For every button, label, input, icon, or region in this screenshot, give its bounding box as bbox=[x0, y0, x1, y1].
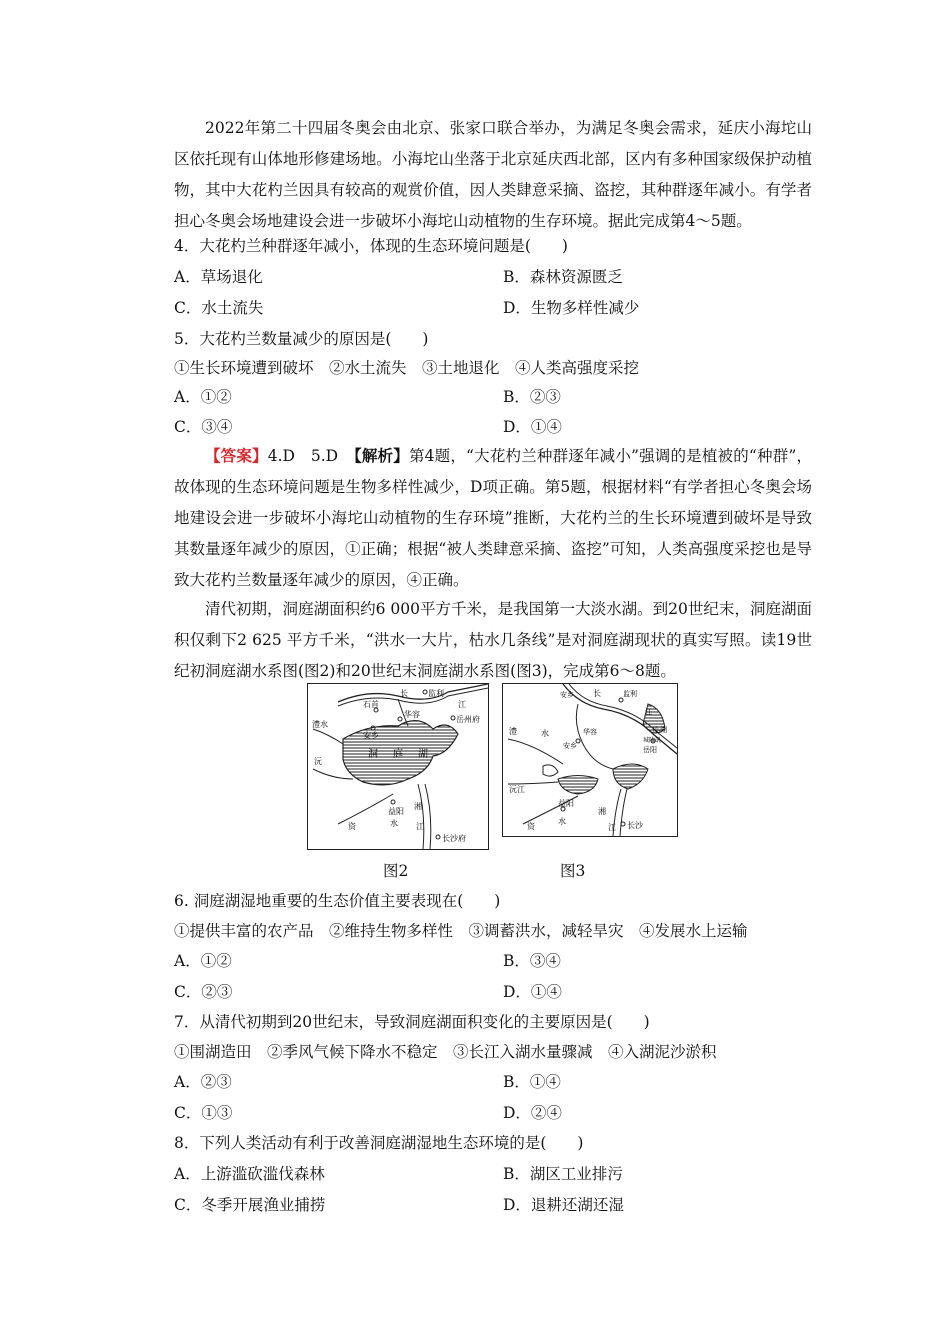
label-anxiang: 安乡 bbox=[563, 742, 577, 750]
label-jianli: 监利 bbox=[623, 690, 637, 698]
q7-option-c: C．①③ bbox=[174, 1104, 233, 1122]
question-4-stem: 4．大花杓兰种群逐年减小，体现的生态环境问题是( ) bbox=[174, 237, 568, 255]
label-shui: 水 bbox=[390, 819, 398, 828]
q4-option-d: D．生物多样性减少 bbox=[503, 299, 640, 317]
label-yuezhou: 岳州府 bbox=[456, 715, 480, 724]
q7-items: ①围湖造田 ②季风气候下降水不稳定 ③长江入湖水量骤减 ④入湖泥沙淤积 bbox=[174, 1043, 717, 1061]
figure-2-map bbox=[307, 683, 489, 850]
label-huarong: 华容 bbox=[404, 710, 420, 719]
label-shui: 水 bbox=[541, 729, 549, 738]
figure-3-map bbox=[502, 683, 678, 837]
q6-option-c: C．②③ bbox=[174, 983, 233, 1001]
q4-option-a: A．草场退化 bbox=[174, 268, 263, 286]
label-huarong: 华容 bbox=[583, 728, 597, 736]
analysis-tag: 【解析】 bbox=[353, 446, 409, 465]
label-zi: 资 bbox=[527, 822, 535, 831]
xiangjiang-river bbox=[418, 784, 424, 849]
label-xiang: 湘 bbox=[414, 802, 422, 811]
question-8-stem: 8．下列人类活动有利于改善洞庭湖湿地生态环境的是( ) bbox=[174, 1134, 584, 1152]
zishui-river bbox=[338, 794, 393, 824]
q4-option-c: C．水土流失 bbox=[174, 299, 264, 317]
label-yiyang: 益阳 bbox=[558, 799, 574, 808]
question-5-stem: 5．大花杓兰数量减少的原因是( ) bbox=[174, 330, 429, 348]
label-shishou: 石首 bbox=[363, 700, 379, 709]
south-dongting-lake bbox=[558, 776, 598, 795]
q7-option-b: B．①④ bbox=[503, 1073, 561, 1091]
label-chang: 长 bbox=[593, 689, 601, 698]
label-hu: 湖 bbox=[418, 749, 428, 760]
q5-option-a: A．①② bbox=[174, 388, 232, 406]
answer-paragraph bbox=[174, 440, 812, 596]
answer-text: 4.D 5.D bbox=[267, 447, 354, 465]
figure-2-svg bbox=[308, 684, 488, 849]
label-jiang: 江 bbox=[645, 708, 652, 716]
answer-tag: 【答案】 bbox=[205, 446, 268, 465]
analysis-text: 第4题，“大花杓兰种群逐年减小”强调的是植被的“种群”，故体现的生态环境问题是生物多样性减少，D项正确。第5题，根据材料“有学者担心冬奥会场地建设会进一步破坏小海坨山动植物的生存环境”推断，大花杓兰的生长环境遭到破坏是导致其数量逐年减少的原因，①正确；根据“被人类肆意采摘、盗挖”可知，人类高强度采挖也是导致大花杓兰数量逐年减少的原因，④正确。 bbox=[174, 447, 812, 589]
q4-option-b: B．森林资源匮乏 bbox=[503, 268, 623, 286]
label-changsha: 长沙 bbox=[627, 821, 643, 830]
question-7-stem: 7．从清代初期到20世纪末，导致洞庭湖面积变化的主要原因是( ) bbox=[174, 1013, 650, 1031]
label-yiyang: 益阳 bbox=[388, 807, 404, 816]
label-lishui: 澧水 bbox=[312, 720, 328, 729]
label-jiang2: 江 bbox=[608, 823, 616, 832]
label-linxiang: 临湘 bbox=[653, 726, 667, 734]
label-yueyang: 岳阳 bbox=[643, 746, 657, 754]
q5-option-c: C．③④ bbox=[174, 418, 233, 436]
q6-option-b: B．③④ bbox=[503, 952, 561, 970]
label-yuan: 沅 bbox=[314, 757, 322, 766]
q8-option-d: D．退耕还湖还湿 bbox=[503, 1196, 624, 1214]
q6-option-a: A．①② bbox=[174, 952, 232, 970]
yuanjiang-river bbox=[313, 769, 353, 779]
figure-3-svg bbox=[503, 684, 677, 836]
q5-items: ①生长环境遭到破坏 ②水土流失 ③土地退化 ④人类高强度采挖 bbox=[174, 359, 640, 377]
label-chang: 长 bbox=[400, 689, 408, 698]
q7-option-d: D．②④ bbox=[503, 1104, 562, 1122]
q8-option-a: A．上游滥砍滥伐森林 bbox=[174, 1165, 325, 1183]
q8-option-c: C．冬季开展渔业捕捞 bbox=[174, 1196, 326, 1214]
label-zi: 资 bbox=[348, 822, 356, 831]
q6-option-d: D．①④ bbox=[503, 983, 562, 1001]
question-6-stem: 6. 洞庭湖湿地重要的生态价值主要表现在( ) bbox=[174, 892, 501, 910]
label-jiang2: 江 bbox=[416, 822, 424, 831]
label-anxiang: 安乡 bbox=[363, 731, 379, 740]
label-ting: 庭 bbox=[393, 749, 403, 760]
label-changsha: 长沙府 bbox=[442, 834, 466, 843]
lishui-river bbox=[313, 729, 343, 744]
intro-paragraph-2: 清代初期，洞庭湖面积约6 000平方千米，是我国第一大淡水湖。到20世纪末，洞庭湖面积仅剩下2 625 平方千米，“洪水一大片，枯水几条线”是对洞庭湖现状的真实写照。读19世纪初洞庭湖水系图(图2)和20世纪末洞庭湖水系图(图3)，完成第6～8题。 bbox=[174, 600, 812, 680]
q5-option-b: B．②③ bbox=[503, 388, 561, 406]
label-li: 澧 bbox=[509, 727, 517, 736]
figure-2-caption: 图2 bbox=[383, 862, 409, 880]
yuanjiang-river bbox=[508, 782, 558, 784]
label-dong: 洞 bbox=[368, 749, 378, 760]
east-dongting-lake bbox=[613, 764, 648, 789]
q6-items: ①提供丰富的农产品 ②维持生物多样性 ③调蓄洪水，减轻旱灾 ④发展水上运输 bbox=[174, 922, 748, 940]
label-shui2: 水 bbox=[558, 817, 566, 826]
label-jiang: 江 bbox=[458, 700, 466, 709]
q5-option-d: D．①④ bbox=[503, 418, 562, 436]
label-jianli: 监利 bbox=[428, 689, 444, 698]
q8-option-b: B．湖区工业排污 bbox=[503, 1165, 623, 1183]
intro-paragraph-1: 2022年第二十四届冬奥会由北京、张家口联合举办，为满足冬奥会需求，延庆小海坨山区依托现有山体地形修建场地。小海坨山坐落于北京延庆西北部，区内有多种国家级保护动植物，其中大花杓兰因具有较高的观赏价值，因人类肆意采摘、盗挖，其种群逐年减小。有学者担心冬奥会场地建设会进一步破坏小海坨山动植物的生存环境。据此完成第4～5题。 bbox=[174, 119, 812, 230]
label-chenglingji: 城陵矶 bbox=[643, 737, 662, 744]
figure-3-caption: 图3 bbox=[560, 862, 586, 880]
label-anxiang-top: 安乡 bbox=[560, 691, 574, 699]
label-yuanjiang: 沅江 bbox=[509, 785, 525, 794]
q7-option-a: A．②③ bbox=[174, 1073, 232, 1091]
label-xiang: 湘 bbox=[598, 807, 606, 816]
lishui-river bbox=[508, 739, 563, 764]
